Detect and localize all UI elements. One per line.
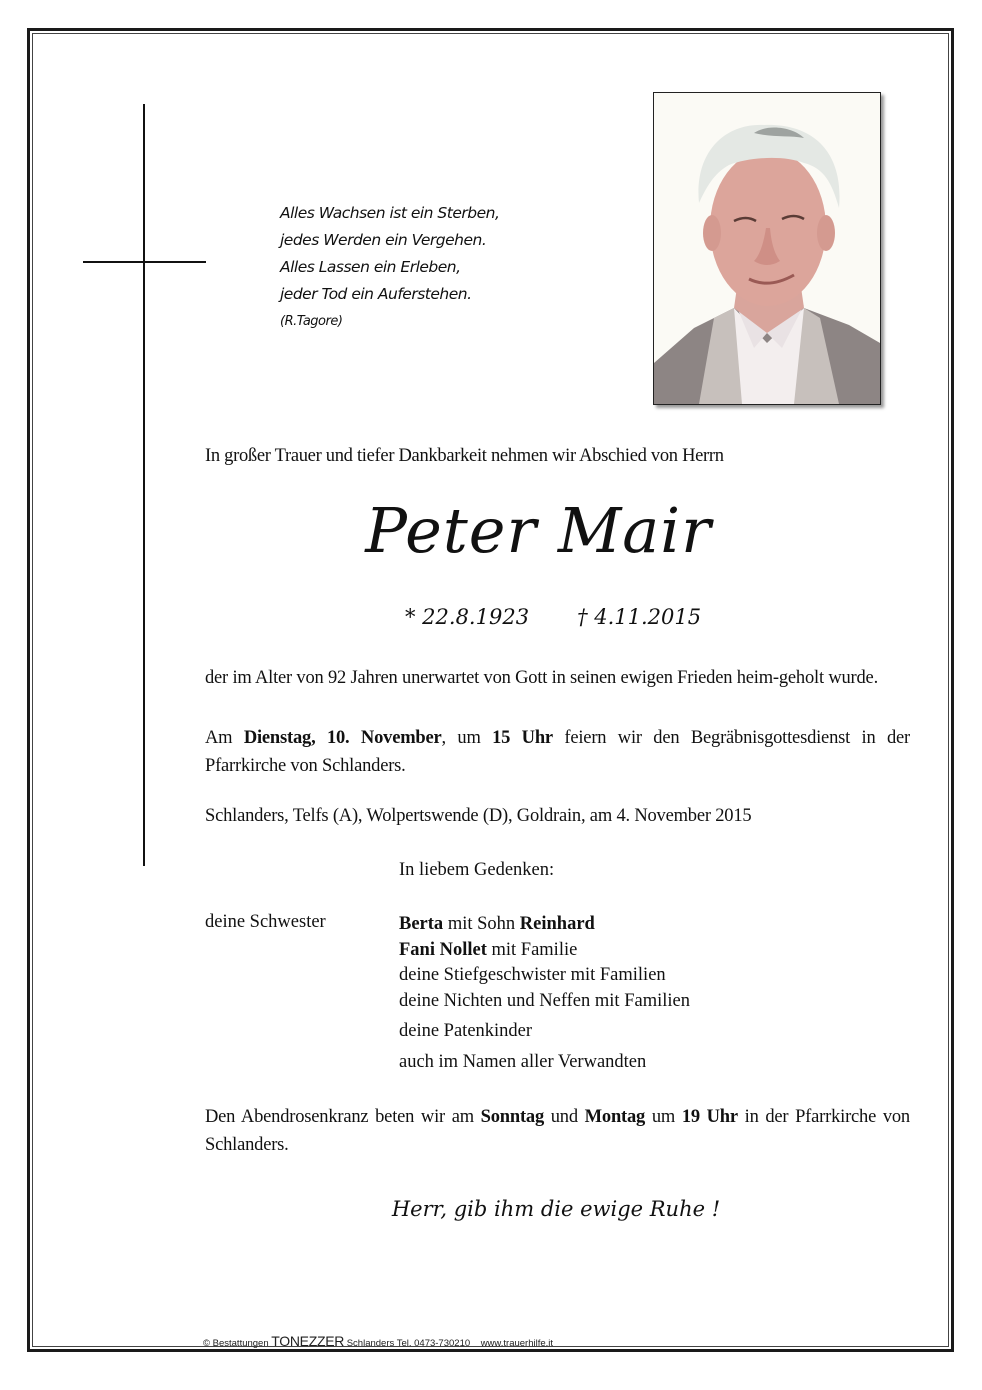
mourners-heading: In liebem Gedenken: — [399, 860, 555, 880]
funeral-home-brand: TONEZZER — [271, 1333, 345, 1349]
rosary-day: Montag — [584, 1107, 646, 1127]
rosary-day: Sonntag — [480, 1107, 545, 1127]
poem-author: (R.Tagore) — [280, 314, 343, 329]
deceased-name: Peter Mair — [365, 494, 712, 567]
poem-line: jedes Werden ein Vergehen. — [280, 231, 487, 249]
mourner-line — [399, 989, 690, 1015]
rosary-time: 19 Uhr — [681, 1107, 738, 1127]
poem-line: jeder Tod ein Auferstehen. — [280, 285, 472, 303]
text-fragment: Am — [205, 728, 244, 748]
footer-contact: Schlanders Tel. 0473-730210 www.trauerhilfe.it — [344, 1338, 554, 1349]
birth-date: * 22.8.1923 — [405, 605, 530, 629]
poem-line: Alles Lassen ein Erleben, — [280, 258, 461, 276]
mourner-text: deine Nichten und Neffen mit Familien — [399, 990, 690, 1011]
mourner-line — [399, 963, 690, 989]
text-fragment: Den Abendrosenkranz beten wir am — [205, 1107, 481, 1127]
intro-text: In großer Trauer und tiefer Dankbarkeit nehmen wir Abschied von Herrn — [205, 446, 724, 466]
rosary-paragraph — [205, 1103, 910, 1159]
funeral-time: 15 Uhr — [492, 728, 553, 748]
mourner-line — [399, 938, 690, 964]
memorial-poem — [280, 200, 499, 335]
announcement-paragraph: der im Alter von 92 Jahren unerwartet von Gott in seinen ewigen Frieden heim-geholt wurde. — [205, 668, 878, 688]
text-fragment: in der Pfarrkirche von Schlanders. — [205, 1107, 910, 1155]
portrait-photo — [653, 92, 881, 405]
place-and-date: Schlanders, Telfs (A), Wolpertswende (D), Goldrain, am 4. November 2015 — [205, 806, 752, 826]
mourners-relation-label: deine Schwester — [205, 912, 326, 932]
mourner-line — [399, 1045, 690, 1076]
death-date: † 4.11.2015 — [577, 605, 702, 629]
mourner-text: deine Stiefgeschwister mit Familien — [399, 965, 666, 985]
mourner-text: deine Patenkinder — [399, 1021, 533, 1041]
life-dates — [405, 605, 749, 629]
mourner-text: auch im Namen aller Verwandten — [399, 1052, 647, 1072]
mourner-name: Berta — [399, 914, 444, 934]
text-fragment: feiern wir den Begräbnisgottesdienst in der Pfarrkirche von Schlanders. — [205, 728, 910, 776]
funeral-day: Dienstag, 10. November — [243, 728, 442, 748]
mourners-list — [399, 912, 690, 1076]
poem-line: Alles Wachsen ist ein Sterben, — [280, 204, 500, 222]
closing-prayer: Herr, gib ihm die ewige Ruhe ! — [391, 1197, 721, 1221]
mourner-name: Reinhard — [519, 914, 595, 934]
portrait-illustration — [654, 93, 880, 404]
mourner-text: mit Familie — [486, 939, 578, 960]
mourner-name: Fani Nollet — [399, 939, 487, 960]
cross-icon-vertical-bar — [143, 104, 145, 866]
mourner-line — [399, 1014, 690, 1045]
footer-prefix: © Bestattungen — [203, 1338, 272, 1349]
mourner-text: mit Sohn — [443, 914, 520, 934]
mourner-line — [399, 912, 690, 938]
text-fragment: um — [645, 1107, 682, 1127]
text-fragment: und — [544, 1107, 585, 1127]
funeral-service-paragraph — [205, 724, 910, 780]
cross-icon-horizontal-bar — [83, 261, 206, 263]
text-fragment: , um — [441, 728, 493, 748]
footer-credit — [203, 1333, 553, 1349]
